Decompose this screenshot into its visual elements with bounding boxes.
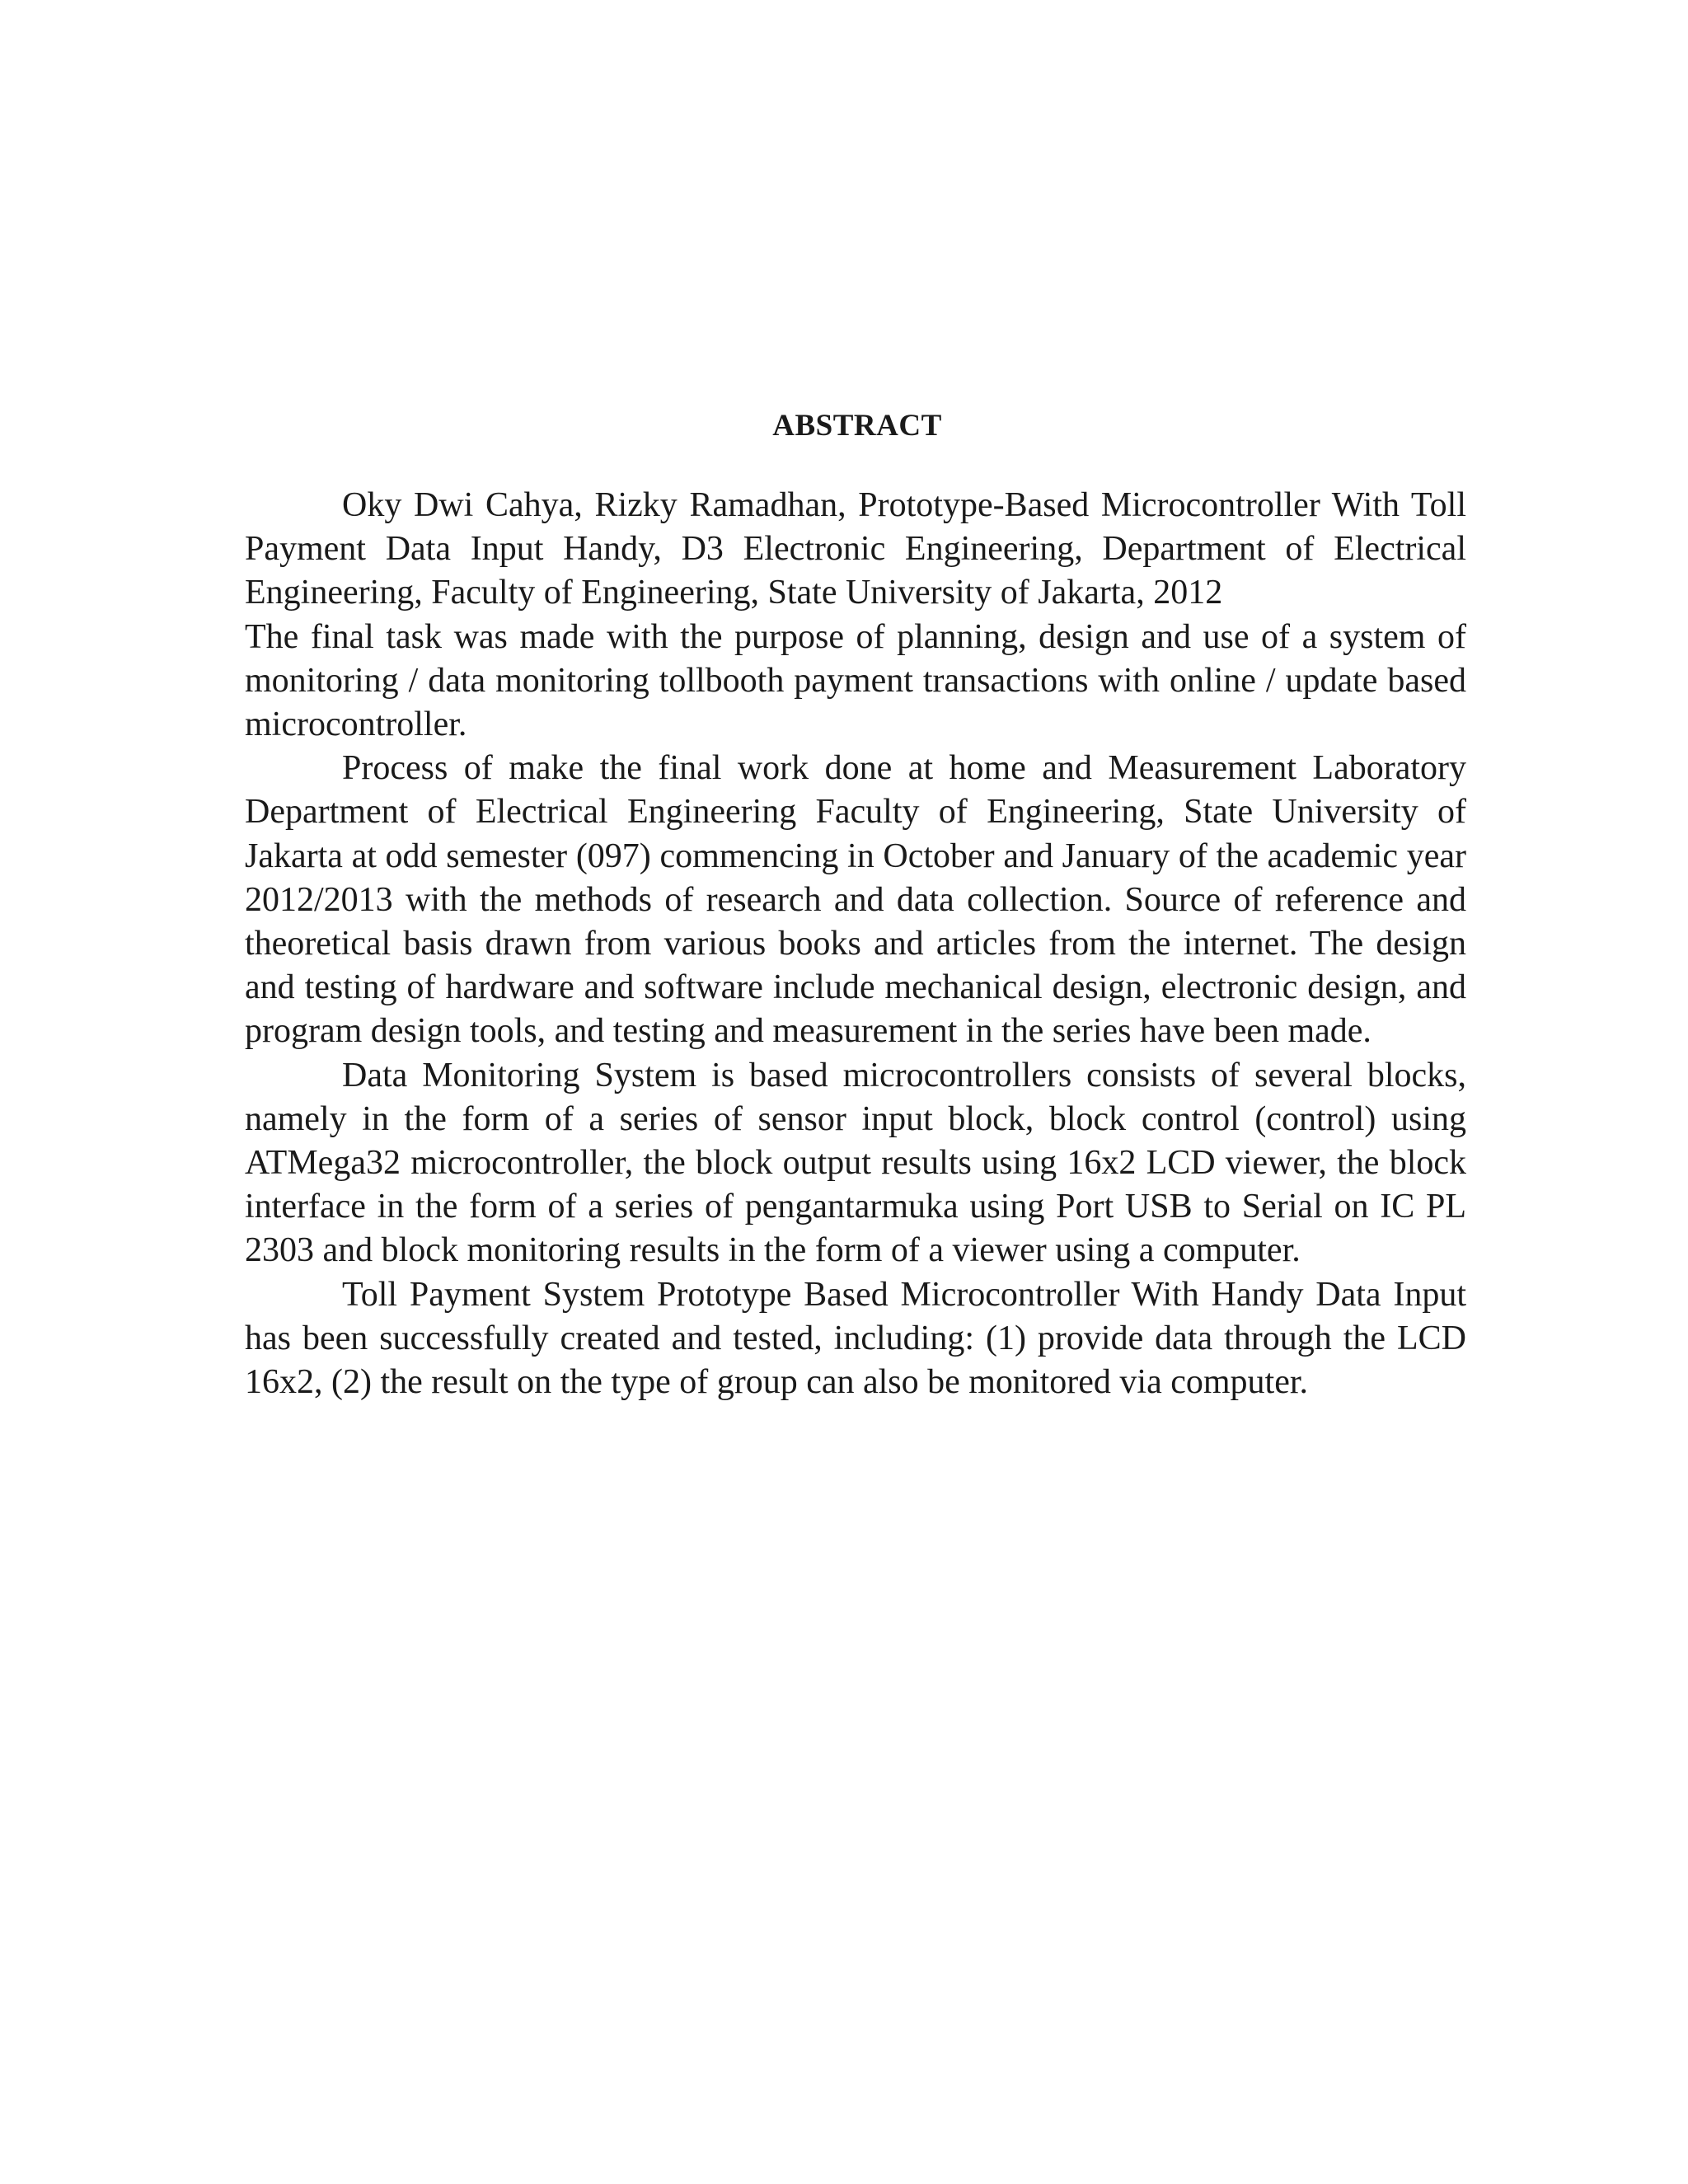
abstract-body bbox=[245, 484, 1466, 1404]
citation-paragraph: Oky Dwi Cahya, Rizky Ramadhan, Prototype-Based Microcontroller With Toll Payment Data Input Handy, D3 Electronic Engineering, Department of Electrical Engineering, Faculty of Engineering, State University of Jakarta, 2012 bbox=[245, 486, 1466, 612]
process-paragraph: Process of make the final work done at home and Measurement Laboratory Department of Electrical Engineering Faculty of Engineering, State University of Jakarta at odd semester (097) commencing in October and January of the academic year 2012/2013 with the methods of research and data collection. Source of reference and theoretical basis drawn from various books and articles from the internet. The design and testing of hardware and software include mechanical design, electronic design, and program design tools, and testing and measurement in the series have been made. bbox=[245, 749, 1466, 1051]
system-paragraph: Data Monitoring System is based microcontrollers consists of several blocks, namely in the form of a series of sensor input block, block control (control) using ATMega32 microcontroller, the block output results using 16x2 LCD viewer, the block interface in the form of a series of pengantarmuka using Port USB to Serial on IC PL 2303 and block monitoring results in the form of a viewer using a computer. bbox=[245, 1056, 1466, 1270]
abstract-title: ABSTRACT bbox=[772, 409, 942, 443]
purpose-paragraph: The final task was made with the purpose of planning, design and use of a system of monitoring / data monitoring tollbooth payment transactions with online / update based microcontroller. bbox=[245, 617, 1466, 744]
result-paragraph: Toll Payment System Prototype Based Microcontroller With Handy Data Input has been successfully created and tested, including: (1) provide data through the LCD 16x2, (2) the result on the type of group can also be monitored via computer. bbox=[245, 1275, 1466, 1402]
